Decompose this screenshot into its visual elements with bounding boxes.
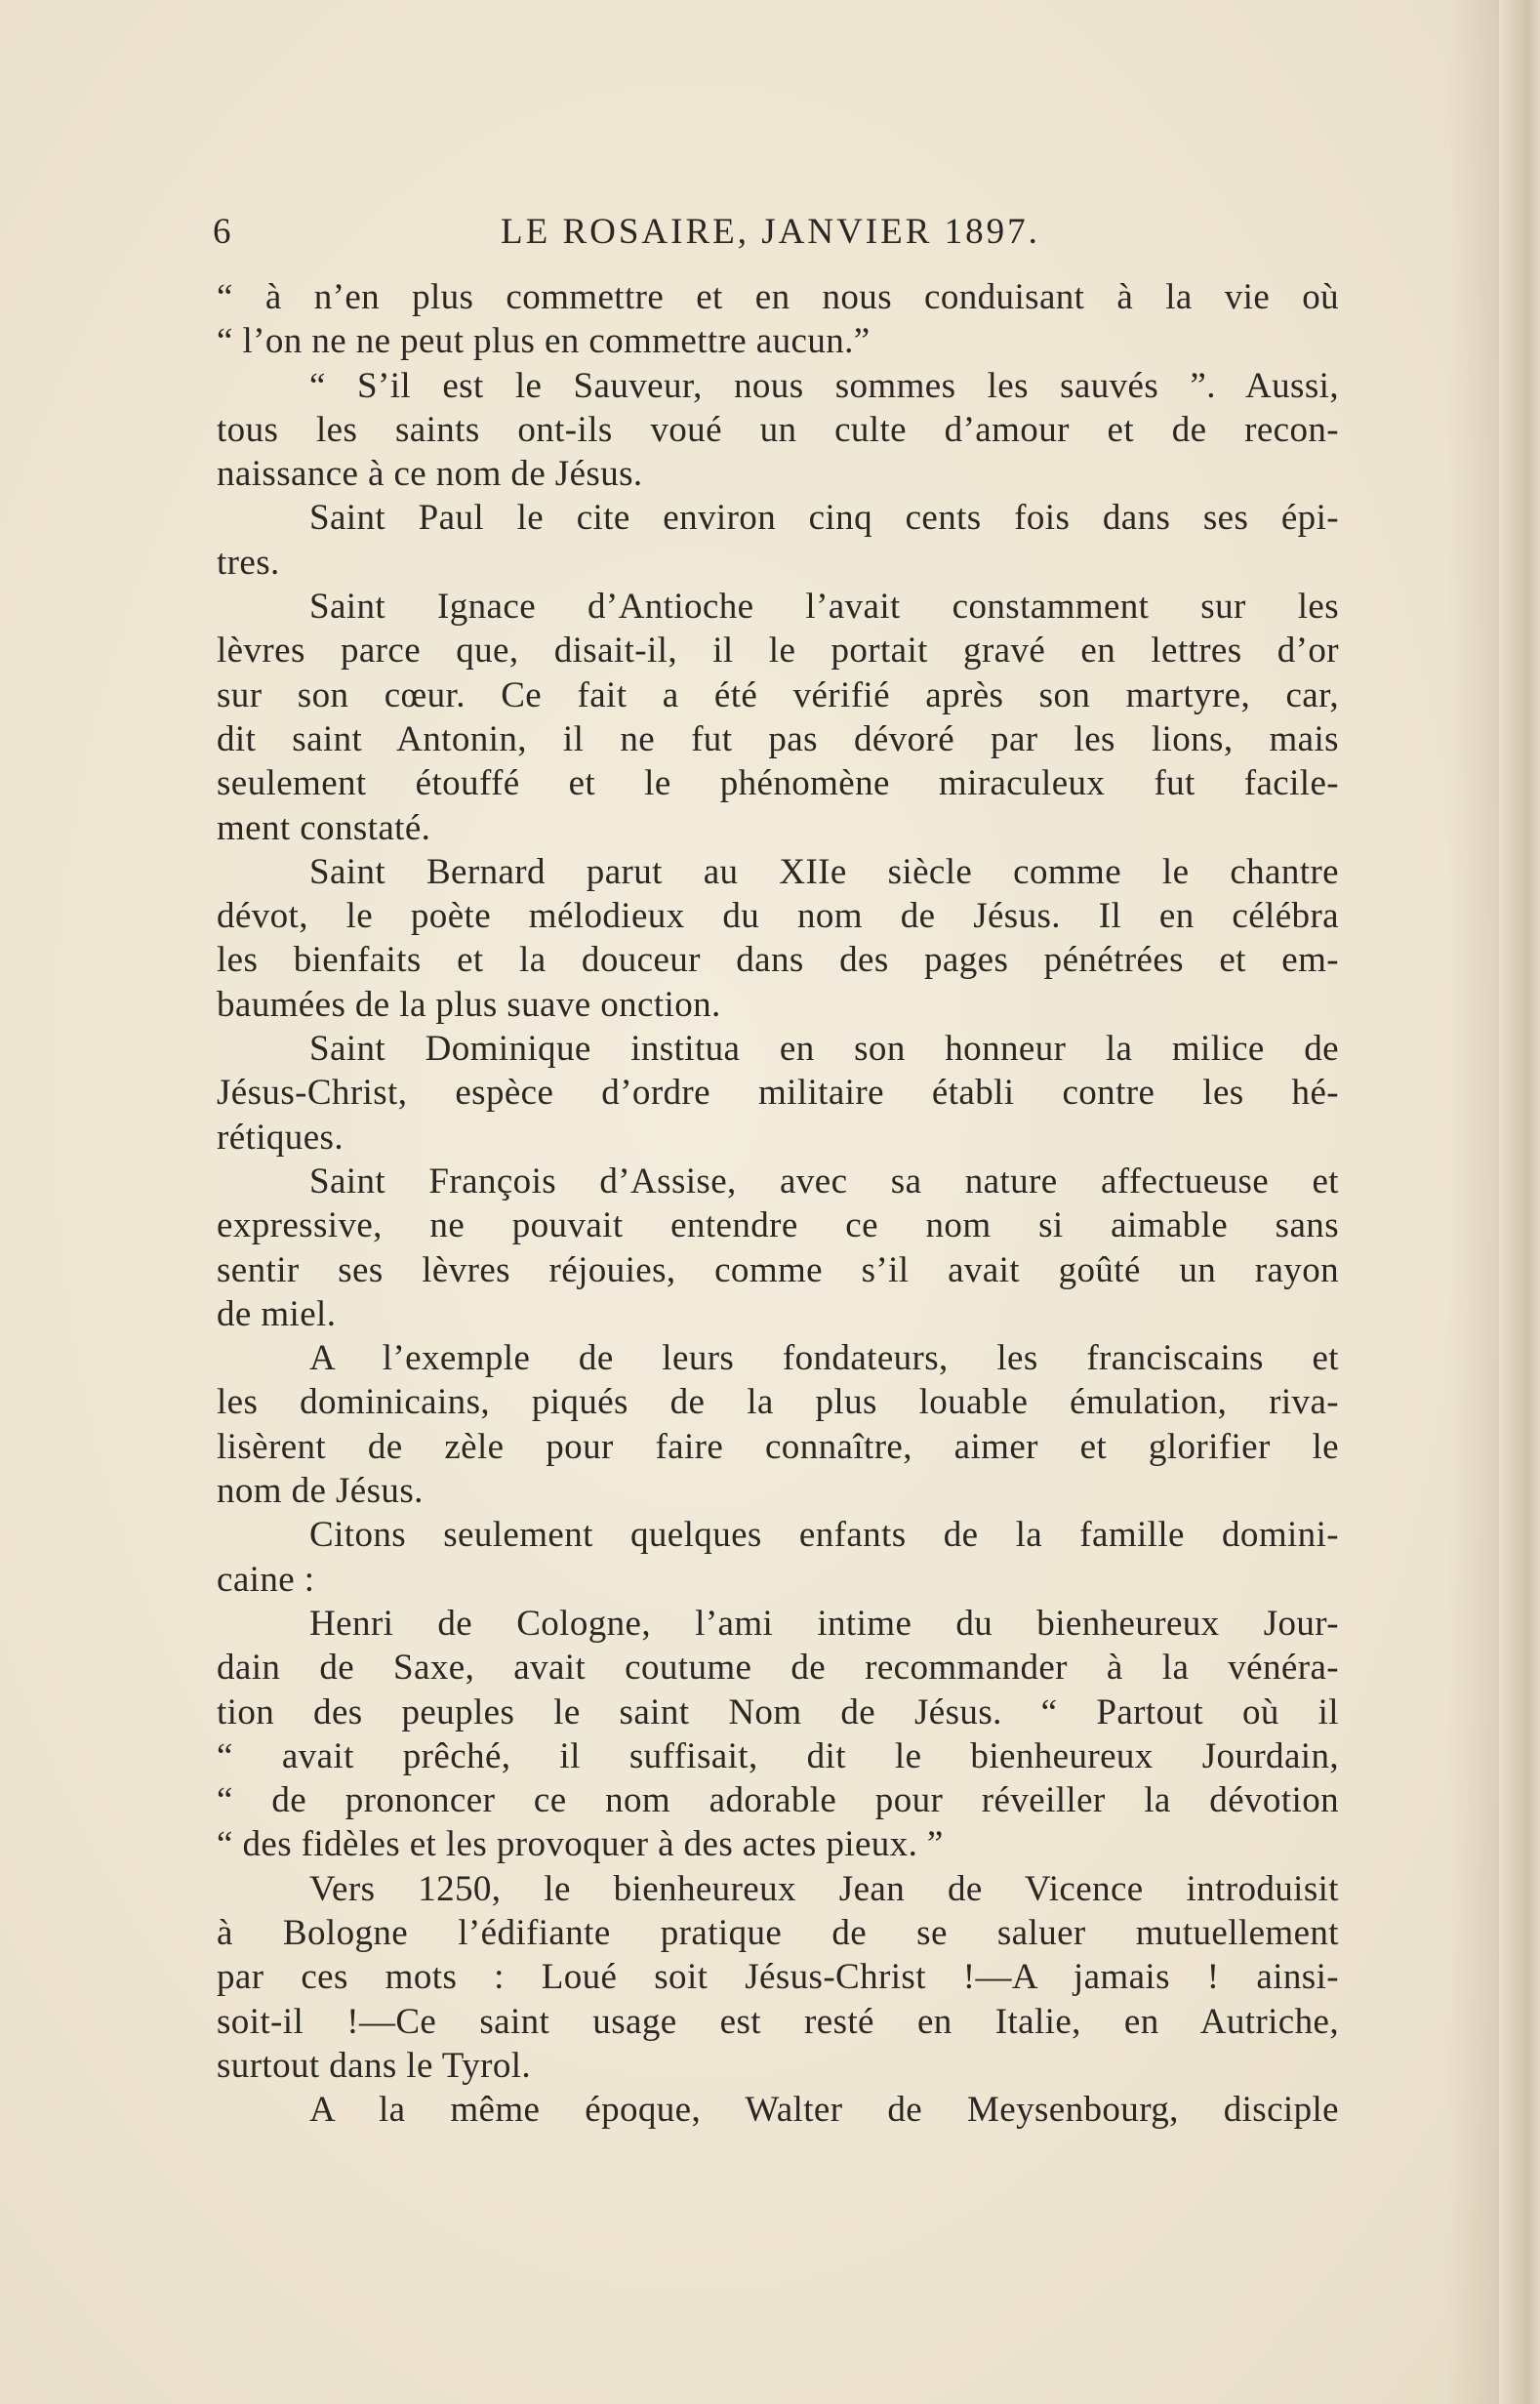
text-line: les bienfaits et la douceur dans des pages pénétrées et em- (217, 940, 1339, 981)
text-line: baumées de la plus suave onction. (217, 984, 721, 1025)
text-line: tion des peuples le saint Nom de Jésus. “ Partout où il (217, 1691, 1339, 1732)
page-header (213, 203, 1345, 262)
text-line: Saint Paul le cite environ cinq cents fois dans ses épi- (309, 498, 1339, 539)
text-line: “ de prononcer ce nom adorable pour réveiller la dévotion (217, 1780, 1339, 1821)
text-line: lèvres parce que, disait-il, il le portait gravé en lettres d’or (217, 631, 1339, 672)
text-line: par ces mots : Loué soit Jésus-Christ !—A jamais ! ainsi- (217, 1957, 1339, 1998)
text-line: “ des fidèles et les provoquer à des actes pieux. ” (217, 1824, 944, 1865)
text-line: tres. (217, 542, 280, 583)
page-edge-shadow (1499, 0, 1540, 2404)
text-line: “ à n’en plus commettre et en nous conduisant à la vie où (217, 277, 1339, 317)
text-line: “ l’on ne ne peut plus en commettre aucun.” (217, 321, 871, 362)
text-line: lisèrent de zèle pour faire connaître, aimer et glorifier le (217, 1426, 1339, 1467)
text-line: Vers 1250, le bienheureux Jean de Vicence introduisit (309, 1868, 1339, 1909)
text-line: expressive, ne pouvait entendre ce nom si aimable sans (217, 1205, 1339, 1246)
text-line: sentir ses lèvres réjouies, comme s’il avait goûté un rayon (217, 1249, 1339, 1290)
text-line: A l’exemple de leurs fondateurs, les franciscains et (309, 1338, 1339, 1379)
text-line: A la même époque, Walter de Meysenbourg, disciple (309, 2090, 1339, 2131)
text-line: Jésus-Christ, espèce d’ordre militaire établi contre les hé- (217, 1073, 1339, 1114)
text-line: nom de Jésus. (217, 1471, 424, 1512)
text-line: dévot, le poète mélodieux du nom de Jésus. Il en célébra (217, 896, 1339, 937)
text-line: tous les saints ont-ils voué un culte d’amour et de recon- (217, 409, 1339, 450)
text-line: Citons seulement quelques enfants de la famille domini- (309, 1515, 1339, 1556)
body-text (217, 275, 1339, 2132)
text-line: de miel. (217, 1293, 337, 1334)
text-line: dain de Saxe, avait coutume de recommander à la vénéra- (217, 1648, 1339, 1689)
page-number: 6 (213, 212, 231, 252)
running-title: LE ROSAIRE, JANVIER 1897. (501, 212, 1040, 252)
text-line: Saint Dominique institua en son honneur la milice de (309, 1029, 1339, 1070)
text-line: seulement étouffé et le phénomène miraculeux fut facile- (217, 763, 1339, 804)
text-line: naissance à ce nom de Jésus. (217, 454, 643, 495)
text-line: Saint Ignace d’Antioche l’avait constamment sur les (309, 587, 1339, 628)
text-line: ment constaté. (217, 807, 431, 848)
text-line: Saint Bernard parut au XIIe siècle comme le chantre (309, 851, 1339, 892)
text-line: caine : (217, 1559, 315, 1600)
text-line: Saint François d’Assise, avec sa nature affectueuse et (309, 1161, 1339, 1202)
text-line: “ avait prêché, il suffisait, dit le bienheureux Jourdain, (217, 1735, 1339, 1776)
text-line: sur son cœur. Ce fait a été vérifié après son martyre, car, (217, 674, 1339, 715)
text-line: à Bologne l’édifiante pratique de se saluer mutuellement (217, 1912, 1339, 1953)
text-line: surtout dans le Tyrol. (217, 2045, 532, 2086)
text-line: les dominicains, piqués de la plus louable émulation, riva- (217, 1382, 1339, 1423)
text-line: soit-il !—Ce saint usage est resté en Italie, en Autriche, (217, 2001, 1339, 2042)
text-line: dit saint Antonin, il ne fut pas dévoré par les lions, mais (217, 718, 1339, 759)
text-line: “ S’il est le Sauveur, nous sommes les sauvés ”. Aussi, (309, 365, 1339, 406)
text-line: Henri de Cologne, l’ami intime du bienheureux Jour- (309, 1603, 1339, 1644)
text-line: rétiques. (217, 1117, 344, 1158)
